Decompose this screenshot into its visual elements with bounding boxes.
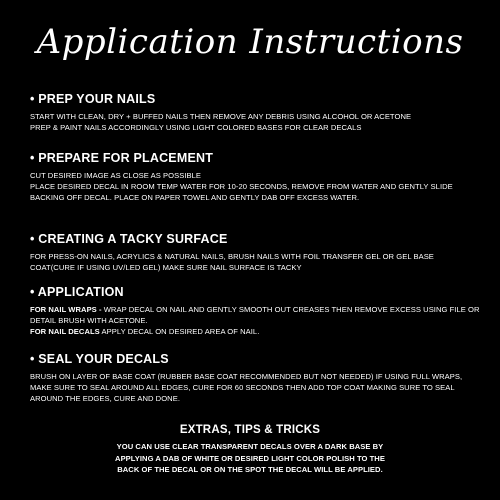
body-line: PREP & PAINT NAILS ACCORDINGLY USING LIGHT COLORED BASES FOR CLEAR DECALS	[30, 123, 362, 132]
body-line	[30, 304, 480, 326]
section-heading: • APPLICATION	[30, 285, 124, 299]
section-body	[30, 304, 480, 337]
section-heading: • SEAL YOUR DECALS	[30, 352, 169, 366]
body-line: BRUSH ON LAYER OF BASE COAT (RUBBER BASE COAT RECOMMENDED BUT NOT NEEDED) IF USING FULL WRAPS, MAKE SURE TO SEAL AROUND ALL EDGES, CURE FOR 60 SECONDS THEN ADD TOP COAT MAKING SURE TO SEAL AROUND THE EDGES, CURE AND DONE.	[30, 372, 463, 403]
extras-tips-tricks	[0, 423, 500, 476]
extras-line: APPLYING A DAB OF WHITE OR DESIRED LIGHT COLOR POLISH TO THE	[115, 453, 385, 463]
body-line: START WITH CLEAN, DRY + BUFFED NAILS THEN REMOVE ANY DEBRIS USING ALCOHOL OR ACETONE	[30, 112, 412, 121]
body-line: FOR PRESS-ON NAILS, ACRYLICS & NATURAL NAILS, BRUSH NAILS WITH FOIL TRANSFER GEL OR GEL BASE COAT(CURE IF USING UV/LED GEL) MAKE SURE NAIL SURFACE IS TACKY	[30, 252, 434, 272]
extras-heading: EXTRAS, TIPS & TRICKS	[179, 424, 321, 436]
extras-line: YOU CAN USE CLEAR TRANSPARENT DECALS OVER A DARK BASE BY	[116, 442, 384, 451]
decals-label: FOR NAIL DECALS	[30, 327, 100, 336]
section-seal-decals	[30, 352, 480, 404]
wraps-text: WRAP DECAL ON NAIL AND GENTLY SMOOTH OUT CREASES THEN REMOVE EXCESS USING FILE OR DETAIL BRUSH WITH ACETONE.	[30, 305, 480, 325]
extras-line: BACK OF THE DECAL OR ON THE SPOT THE DECAL WILL BE APPLIED.	[117, 465, 383, 474]
section-prepare-placement	[30, 151, 480, 203]
section-body	[30, 170, 480, 203]
section-application	[30, 285, 480, 337]
wraps-label: FOR NAIL WRAPS -	[30, 305, 102, 314]
extras-body	[0, 441, 500, 476]
decals-text: APPLY DECAL ON DESIRED AREA OF NAIL.	[99, 327, 260, 336]
section-heading: • PREPARE FOR PLACEMENT	[30, 151, 214, 165]
section-body	[30, 371, 480, 404]
section-tacky-surface	[30, 232, 480, 273]
section-body	[30, 251, 480, 273]
section-body	[30, 111, 480, 133]
body-line: CUT DESIRED IMAGE AS CLOSE AS POSSIBLE	[30, 171, 201, 180]
section-heading: • PREP YOUR NAILS	[30, 92, 156, 106]
body-line	[30, 326, 480, 337]
section-prep-nails	[30, 92, 480, 133]
page-title: Application Instructions	[36, 22, 464, 62]
section-heading: • CREATING A TACKY SURFACE	[30, 232, 228, 246]
body-line: PLACE DESIRED DECAL IN ROOM TEMP WATER FOR 10-20 SECONDS, REMOVE FROM WATER AND GENTLY SLIDE BACKING OFF DECAL. PLACE ON PAPER TOWEL AND GENTLY DAB OFF EXCESS WATER.	[30, 182, 453, 202]
